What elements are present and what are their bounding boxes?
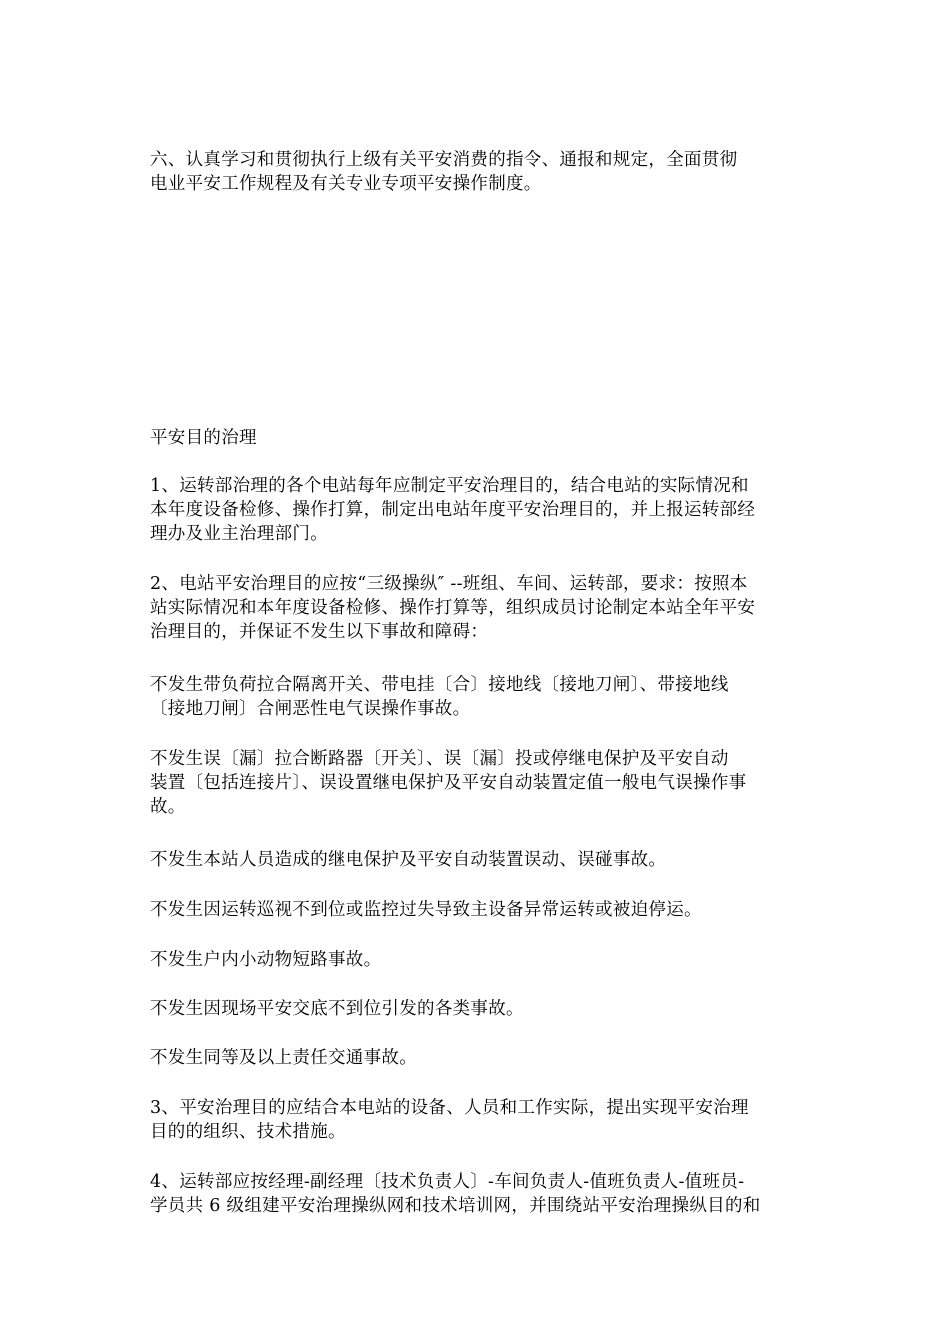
text-line: 〔接地刀闸〕合闸恶性电气误操作事故。 [150, 699, 471, 719]
paragraph-rule-c [150, 848, 805, 872]
paragraph-section-six [150, 148, 805, 196]
text-line: 4、运转部应按经理-副经理〔技术负责人〕-车间负责人-值班负责人-值班员- [150, 1172, 745, 1192]
text-line: 不发生本站人员造成的继电保护及平安自动装置误动、误碰事故。 [150, 850, 667, 870]
text-line: 2、电站平安治理目的应按“三级操纵″ --班组、车间、运转部，要求：按照本 [150, 574, 748, 594]
text-line: 治理目的，并保证不发生以下事故和障碍： [150, 622, 489, 642]
text-line: 电业平安工作规程及有关专业专项平安操作制度。 [150, 174, 542, 194]
paragraph-item-2 [150, 572, 805, 644]
text-line: 本年度设备检修、操作打算，制定出电站年度平安治理目的，并上报运转部经 [150, 500, 756, 520]
paragraph-rule-b [150, 747, 805, 819]
text-line: 不发生带负荷拉合隔离开关、带电挂〔合〕接地线〔接地刀闸〕、带接地线 [150, 675, 729, 695]
paragraph-rule-f [150, 997, 805, 1021]
paragraph-rule-g [150, 1046, 805, 1070]
text-line: 理办及业主治理部门。 [150, 524, 328, 544]
paragraph-item-3 [150, 1096, 805, 1144]
text-line: 装置〔包括连接片〕、误设置继电保护及平安自动装置定值一般电气误操作事 [150, 773, 747, 793]
section-title: 平安目的治理 [150, 428, 257, 448]
text-line: 1、运转部治理的各个电站每年应制定平安治理目的，结合电站的实际情况和 [150, 476, 749, 496]
text-line: 六、认真学习和贯彻执行上级有关平安消费的指令、通报和规定，全面贯彻 [150, 150, 738, 170]
paragraph-rule-d [150, 898, 805, 922]
paragraph-rule-a [150, 673, 805, 721]
text-line: 不发生同等及以上责任交通事故。 [150, 1048, 417, 1068]
text-line: 3、平安治理目的应结合本电站的设备、人员和工作实际，提出实现平安治理 [150, 1098, 749, 1118]
text-line: 不发生因运转巡视不到位或监控过失导致主设备异常运转或被迫停运。 [150, 900, 702, 920]
text-line: 不发生误〔漏〕拉合断路器〔开关〕、误〔漏〕投或停继电保护及平安自动 [150, 749, 729, 769]
paragraph-item-4 [150, 1170, 805, 1218]
section-heading [150, 426, 805, 450]
paragraph-item-1 [150, 474, 805, 546]
paragraph-rule-e [150, 948, 805, 972]
text-line: 故。 [150, 797, 186, 817]
text-line: 学员共 6 级组建平安治理操纵网和技术培训网，并围绕站平安治理操纵目的和 [150, 1196, 761, 1216]
text-line: 不发生因现场平安交底不到位引发的各类事故。 [150, 999, 524, 1019]
text-line: 目的的组织、技术措施。 [150, 1122, 346, 1142]
text-line: 不发生户内小动物短路事故。 [150, 950, 382, 970]
text-line: 站实际情况和本年度设备检修、操作打算等，组织成员讨论制定本站全年平安 [150, 598, 756, 618]
